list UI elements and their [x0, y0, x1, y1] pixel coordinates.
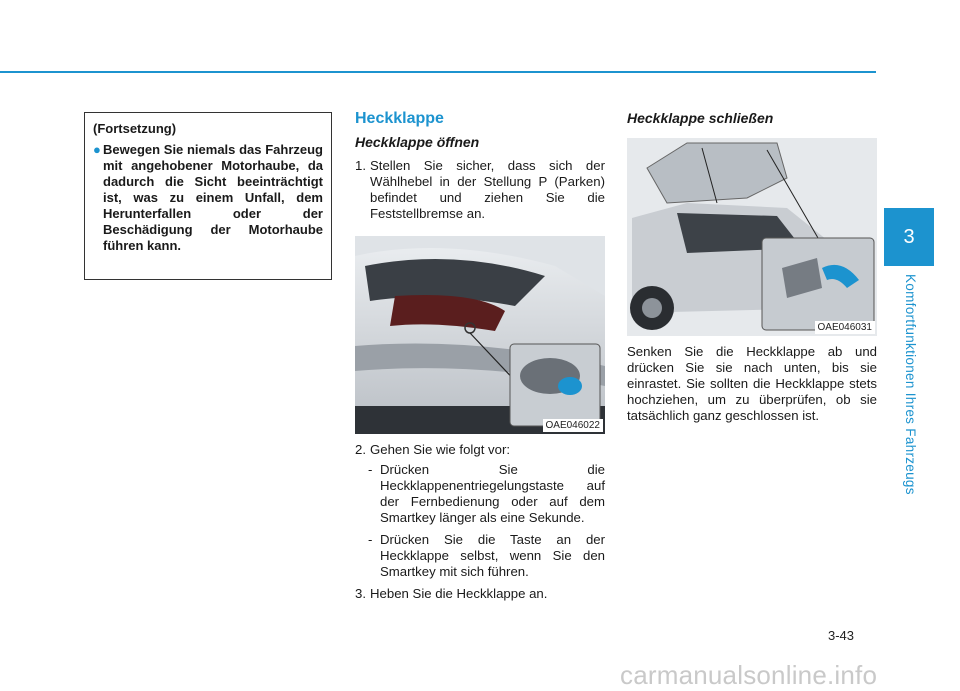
step-3 [355, 586, 605, 602]
section-title: Heckklappe [355, 110, 444, 127]
figure-close-tailgate [627, 138, 877, 336]
chapter-title: Komfortfunktionen Ihres Fahrzeugs [903, 274, 918, 495]
step-2-text: Gehen Sie wie folgt vor: [370, 442, 511, 457]
close-instructions: Senken Sie die Heckklappe ab und drücken Sie sie nach unten, bis sie einrastet. Sie sollten die Heckklappe stets hochziehen, um zu überprüfen, ob sie tatsächlich ganz geschlossen ist. [627, 344, 877, 423]
figure-2-code: OAE046031 [815, 321, 876, 334]
car-rear-illustration [355, 236, 605, 434]
column-close [627, 110, 877, 424]
header-rule [0, 71, 876, 73]
step-1-text: Stellen Sie sicher, dass sich der Wählhebel in der Stellung P (Parken) befindet und ziehen Sie die Feststellbremse an. [370, 158, 605, 221]
figure-1-code: OAE046022 [543, 419, 604, 432]
chapter-tab [884, 208, 934, 266]
substep-2-text: Drücken Sie die Taste an der Heckklappe selbst, wenn Sie den Smartkey mit sich führen. [380, 532, 605, 579]
step-3-text: Heben Sie die Heckklappe an. [370, 586, 548, 601]
substep-2 [368, 532, 605, 580]
substep-1-text: Drücken Sie die Heckklappenentriegelungstaste auf der Fernbedienung oder auf dem Smartkey länger als eine Sekunde. [380, 462, 605, 525]
watermark: carmanualsonline.info [620, 660, 878, 690]
dash-1: - [368, 462, 373, 477]
warning-item [93, 142, 323, 254]
warning-heading: (Fortsetzung) [93, 121, 177, 136]
figure-open-tailgate [355, 236, 605, 434]
page-number: 3-43 [828, 628, 855, 643]
warning-text: Bewegen Sie niemals das Fahrzeug mit angehobener Motorhaube, da dadurch die Sicht beeinträchtigt ist, was zu einem Unfall, dem Herunterfallen oder der Beschädigung der Motorhaube führen kann. [103, 142, 323, 253]
dash-2: - [368, 532, 373, 547]
warning-box [84, 112, 332, 280]
bullet-icon: ● [93, 142, 101, 157]
column-open [355, 110, 605, 602]
step-2 [355, 442, 605, 458]
open-tailgate-illustration [627, 138, 877, 336]
subsection-open-title: Heckklappe öffnen [355, 134, 480, 150]
substep-1 [368, 462, 605, 526]
chapter-title-vertical [899, 274, 921, 494]
chapter-number: 3 [903, 225, 915, 248]
subsection-close-title: Heckklappe schließen [627, 110, 774, 126]
step-1 [355, 158, 605, 222]
step-1-number: 1. [355, 158, 366, 173]
step-2-number: 2. [355, 442, 366, 457]
step-3-number: 3. [355, 586, 366, 601]
